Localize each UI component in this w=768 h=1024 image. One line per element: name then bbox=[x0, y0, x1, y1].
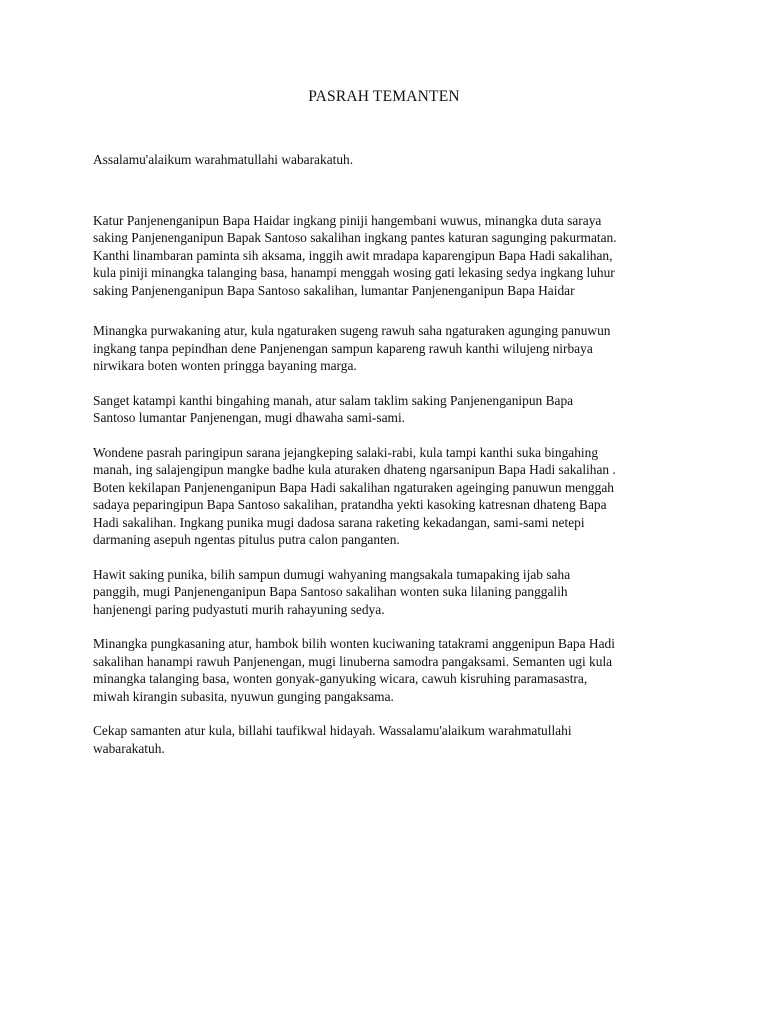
paragraph-line: manah, ing salajengipun mangke badhe kula aturaken dhateng ngarsanipun Bapa Hadi sakalihan . bbox=[93, 462, 616, 477]
paragraph-line: Hawit saking punika, bilih sampun dumugi wahyaning mangsakala tumapaking ijab saha bbox=[93, 566, 571, 582]
paragraph-line: hanjenengi paring pudyastuti murih rahayuning sedya. bbox=[93, 601, 385, 617]
paragraph-4 bbox=[93, 444, 683, 549]
paragraph-1 bbox=[93, 212, 683, 300]
paragraph-line: sadaya peparingipun Bapa Santoso sakalihan, pratandha yekti kasoking katresnan dhateng Bapa bbox=[93, 497, 607, 512]
paragraph-line: Cekap samanten atur kula, billahi taufikwal hidayah. Wassalamu'alaikum warahmatullahi bbox=[93, 723, 572, 738]
paragraph-line: minangka talanging basa, wonten gonyak-ganyuking wicara, cawuh kisruhing paramasastra, bbox=[93, 671, 588, 686]
paragraph-line: ingkang tanpa pepindhan dene Panjenengan sampun kapareng rawuh kanthi wilujeng nirbaya bbox=[93, 340, 593, 356]
greeting-paragraph: Assalamu'alaikum warahmatullahi wabarakatuh. bbox=[93, 152, 354, 167]
paragraph-3 bbox=[93, 392, 683, 427]
paragraph-line: Santoso lumantar Panjenengan, mugi dhawaha sami-sami. bbox=[93, 410, 406, 425]
paragraph-line: Wondene pasrah paringipun sarana jejangkeping salaki-rabi, kula tampi kanthi suka bingahing bbox=[93, 444, 599, 460]
paragraph-line: Sanget katampi kanthi bingahing manah, atur salam taklim saking Panjenenganipun Bapa bbox=[93, 392, 574, 408]
paragraph-7 bbox=[93, 722, 683, 757]
paragraph-5 bbox=[93, 566, 683, 619]
paragraph-line: panggih, mugi Panjenenganipun Bapa Santoso sakalihan wonten suka lilaning panggalih bbox=[93, 584, 568, 599]
paragraph-6 bbox=[93, 635, 683, 705]
paragraph-line: Hadi sakalihan. Ingkang punika mugi dadosa sarana raketing kekadangan, sami-sami netepi bbox=[93, 514, 585, 530]
paragraph-2 bbox=[93, 322, 683, 375]
paragraph-line: Minangka purwakaning atur, kula ngaturaken sugeng rawuh saha ngaturaken agunging panuwun bbox=[93, 323, 611, 338]
paragraph-line: nirwikara boten wonten pringga bayaning marga. bbox=[93, 358, 357, 373]
paragraph-line: sakalihan hanampi rawuh Panjenengan, mugi linuberna samodra pangaksami. Semanten ugi kula bbox=[93, 653, 613, 669]
paragraph-line: saking Panjenenganipun Bapak Santoso sakalihan ingkang pantes katuran sagunging pakurmatan. bbox=[93, 230, 617, 245]
paragraph-line: miwah kirangin subasita, nyuwun gunging pangaksama. bbox=[93, 688, 394, 704]
document-body bbox=[93, 151, 683, 757]
paragraph-line: Katur Panjenenganipun Bapa Haidar ingkang piniji hangembani wuwus, minangka duta saraya bbox=[93, 212, 602, 228]
paragraph-line: wabarakatuh. bbox=[93, 740, 165, 756]
document-title: PASRAH TEMANTEN bbox=[308, 88, 460, 105]
paragraph-line: Minangka pungkasaning atur, hambok bilih wonten kuciwaning tatakrami anggenipun Bapa Hadi bbox=[93, 636, 615, 651]
paragraph-line: Kanthi linambaran paminta sih aksama, inggih awit mradapa kaparengipun Bapa Hadi sakalihan, bbox=[93, 247, 613, 263]
paragraph-line: kula piniji minangka talanging basa, hanampi menggah wosing gati lekasing sedya ingkang luhur bbox=[93, 265, 615, 280]
paragraph-line: Boten kekilapan Panjenenganipun Bapa Hadi sakalihan ngaturaken ageinging panuwun menggah bbox=[93, 479, 614, 495]
paragraph-line: saking Panjenenganipun Bapa Santoso sakalihan, lumantar Panjenenganipun Bapa Haidar bbox=[93, 282, 575, 298]
paragraph-line: darmaning asepuh ngentas pitulus putra calon panganten. bbox=[93, 532, 400, 547]
